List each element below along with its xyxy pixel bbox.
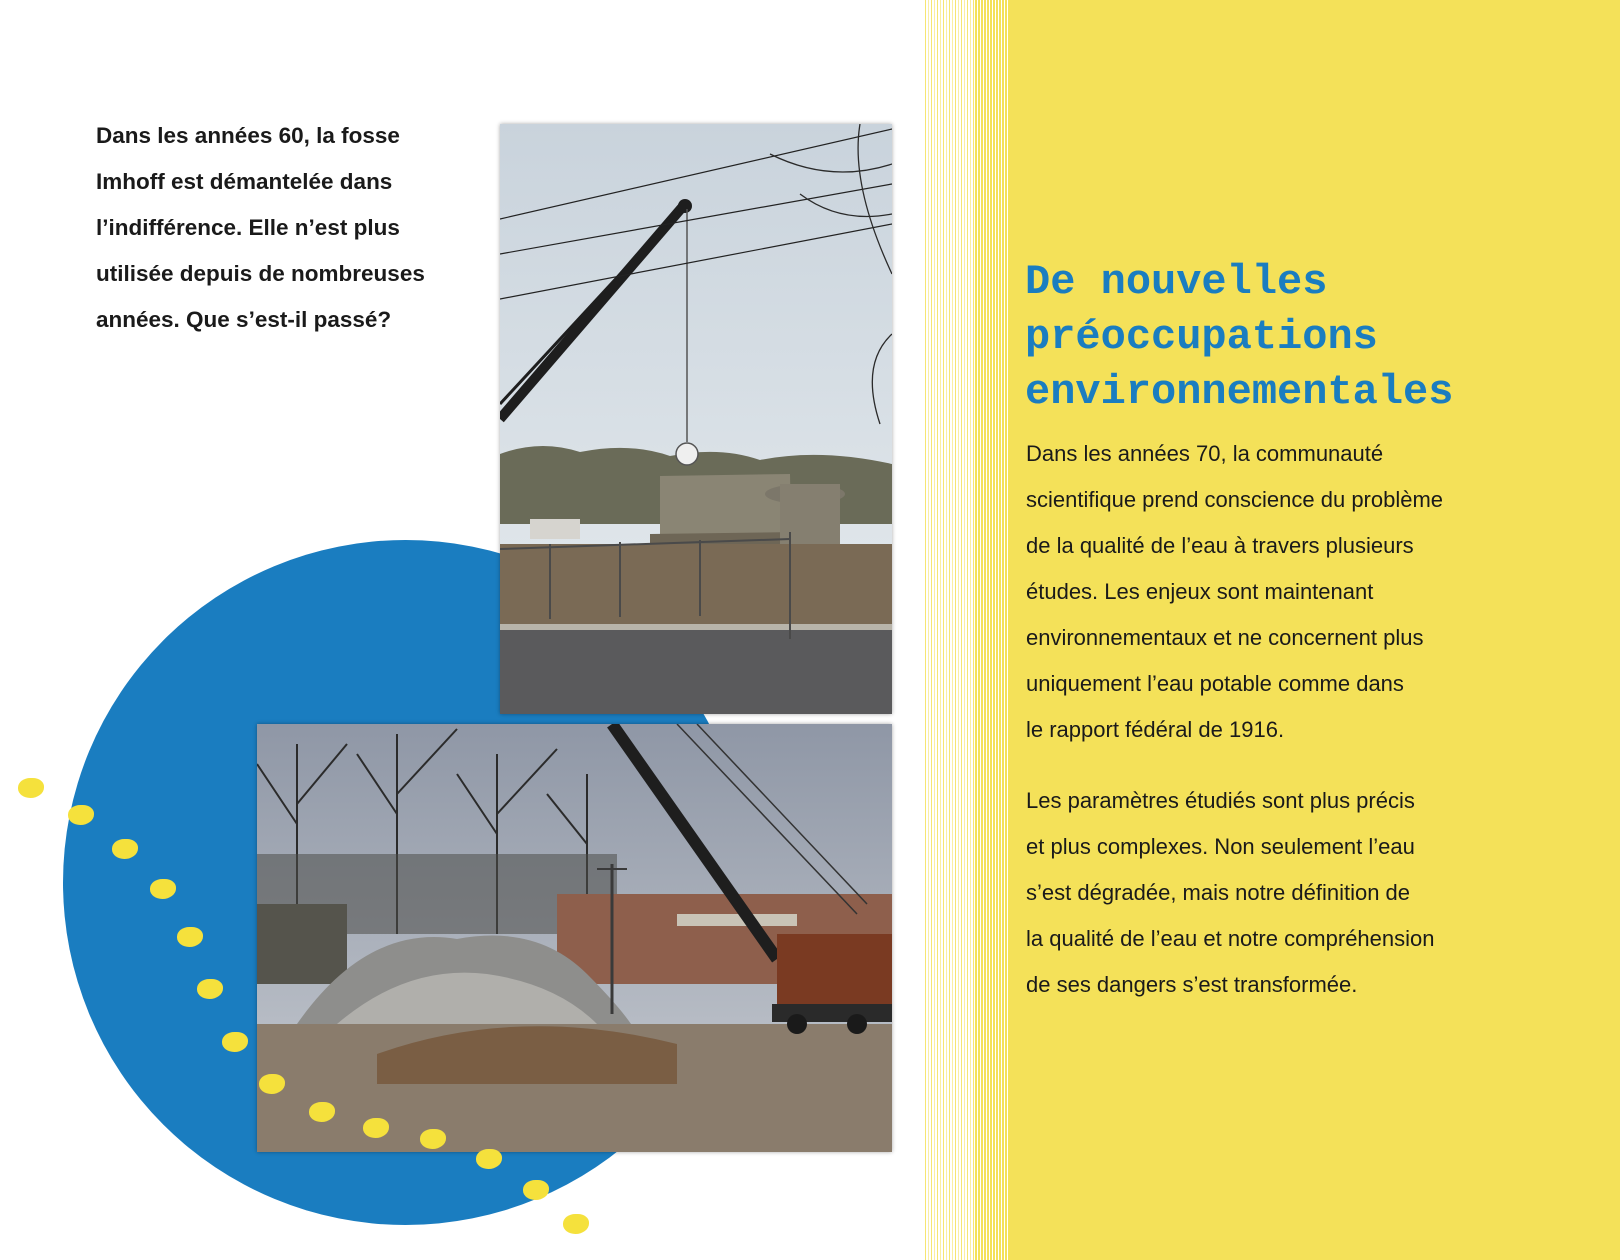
paragraph-line: scientifique prend conscience du problème: [1026, 487, 1444, 512]
intro-line: années. Que s’est-il passé?: [96, 307, 392, 332]
paragraph-line: et plus complexes. Non seulement l’eau: [1026, 834, 1415, 859]
heading-line: environnementales: [1025, 368, 1454, 416]
yellow-dot: [523, 1180, 549, 1200]
heading-line: préoccupations: [1025, 313, 1378, 361]
paragraph-line: de ses dangers s’est transformée.: [1026, 972, 1358, 997]
paragraph-line: environnementaux et ne concernent plus: [1026, 625, 1424, 650]
intro-line: Dans les années 60, la fosse: [96, 123, 400, 148]
paragraph-line: études. Les enjeux sont maintenant: [1026, 579, 1374, 604]
paragraph-line: la qualité de l’eau et notre compréhension: [1026, 926, 1435, 951]
paragraph-line: uniquement l’eau potable comme dans: [1026, 671, 1404, 696]
intro-line: l’indifférence. Elle n’est plus: [96, 215, 400, 240]
yellow-dot: [18, 778, 44, 798]
paragraph-line: Dans les années 70, la communauté: [1026, 441, 1384, 466]
demolition-rubble-crane-photo: [257, 724, 892, 1152]
intro-text: [96, 113, 496, 343]
demolition-crane-wrecking-ball-photo: [500, 124, 892, 714]
photo-illustration: [500, 124, 892, 714]
yellow-dot: [563, 1214, 589, 1234]
intro-line: Imhoff est démantelée dans: [96, 169, 393, 194]
yellow-texture-edge-dense: [975, 0, 1010, 1260]
paragraph-line: Les paramètres étudiés sont plus précis: [1026, 788, 1415, 813]
photo-illustration: [257, 724, 892, 1152]
paragraph-2: [1026, 778, 1586, 1008]
section-heading: [1025, 255, 1605, 420]
paragraph-line: s’est dégradée, mais notre définition de: [1026, 880, 1411, 905]
heading-line: De nouvelles: [1025, 258, 1328, 306]
paragraph-line: le rapport fédéral de 1916.: [1026, 717, 1285, 742]
intro-line: utilisée depuis de nombreuses: [96, 261, 425, 286]
paragraph-1: [1026, 431, 1586, 753]
paragraph-line: de la qualité de l’eau à travers plusieurs: [1026, 533, 1414, 558]
